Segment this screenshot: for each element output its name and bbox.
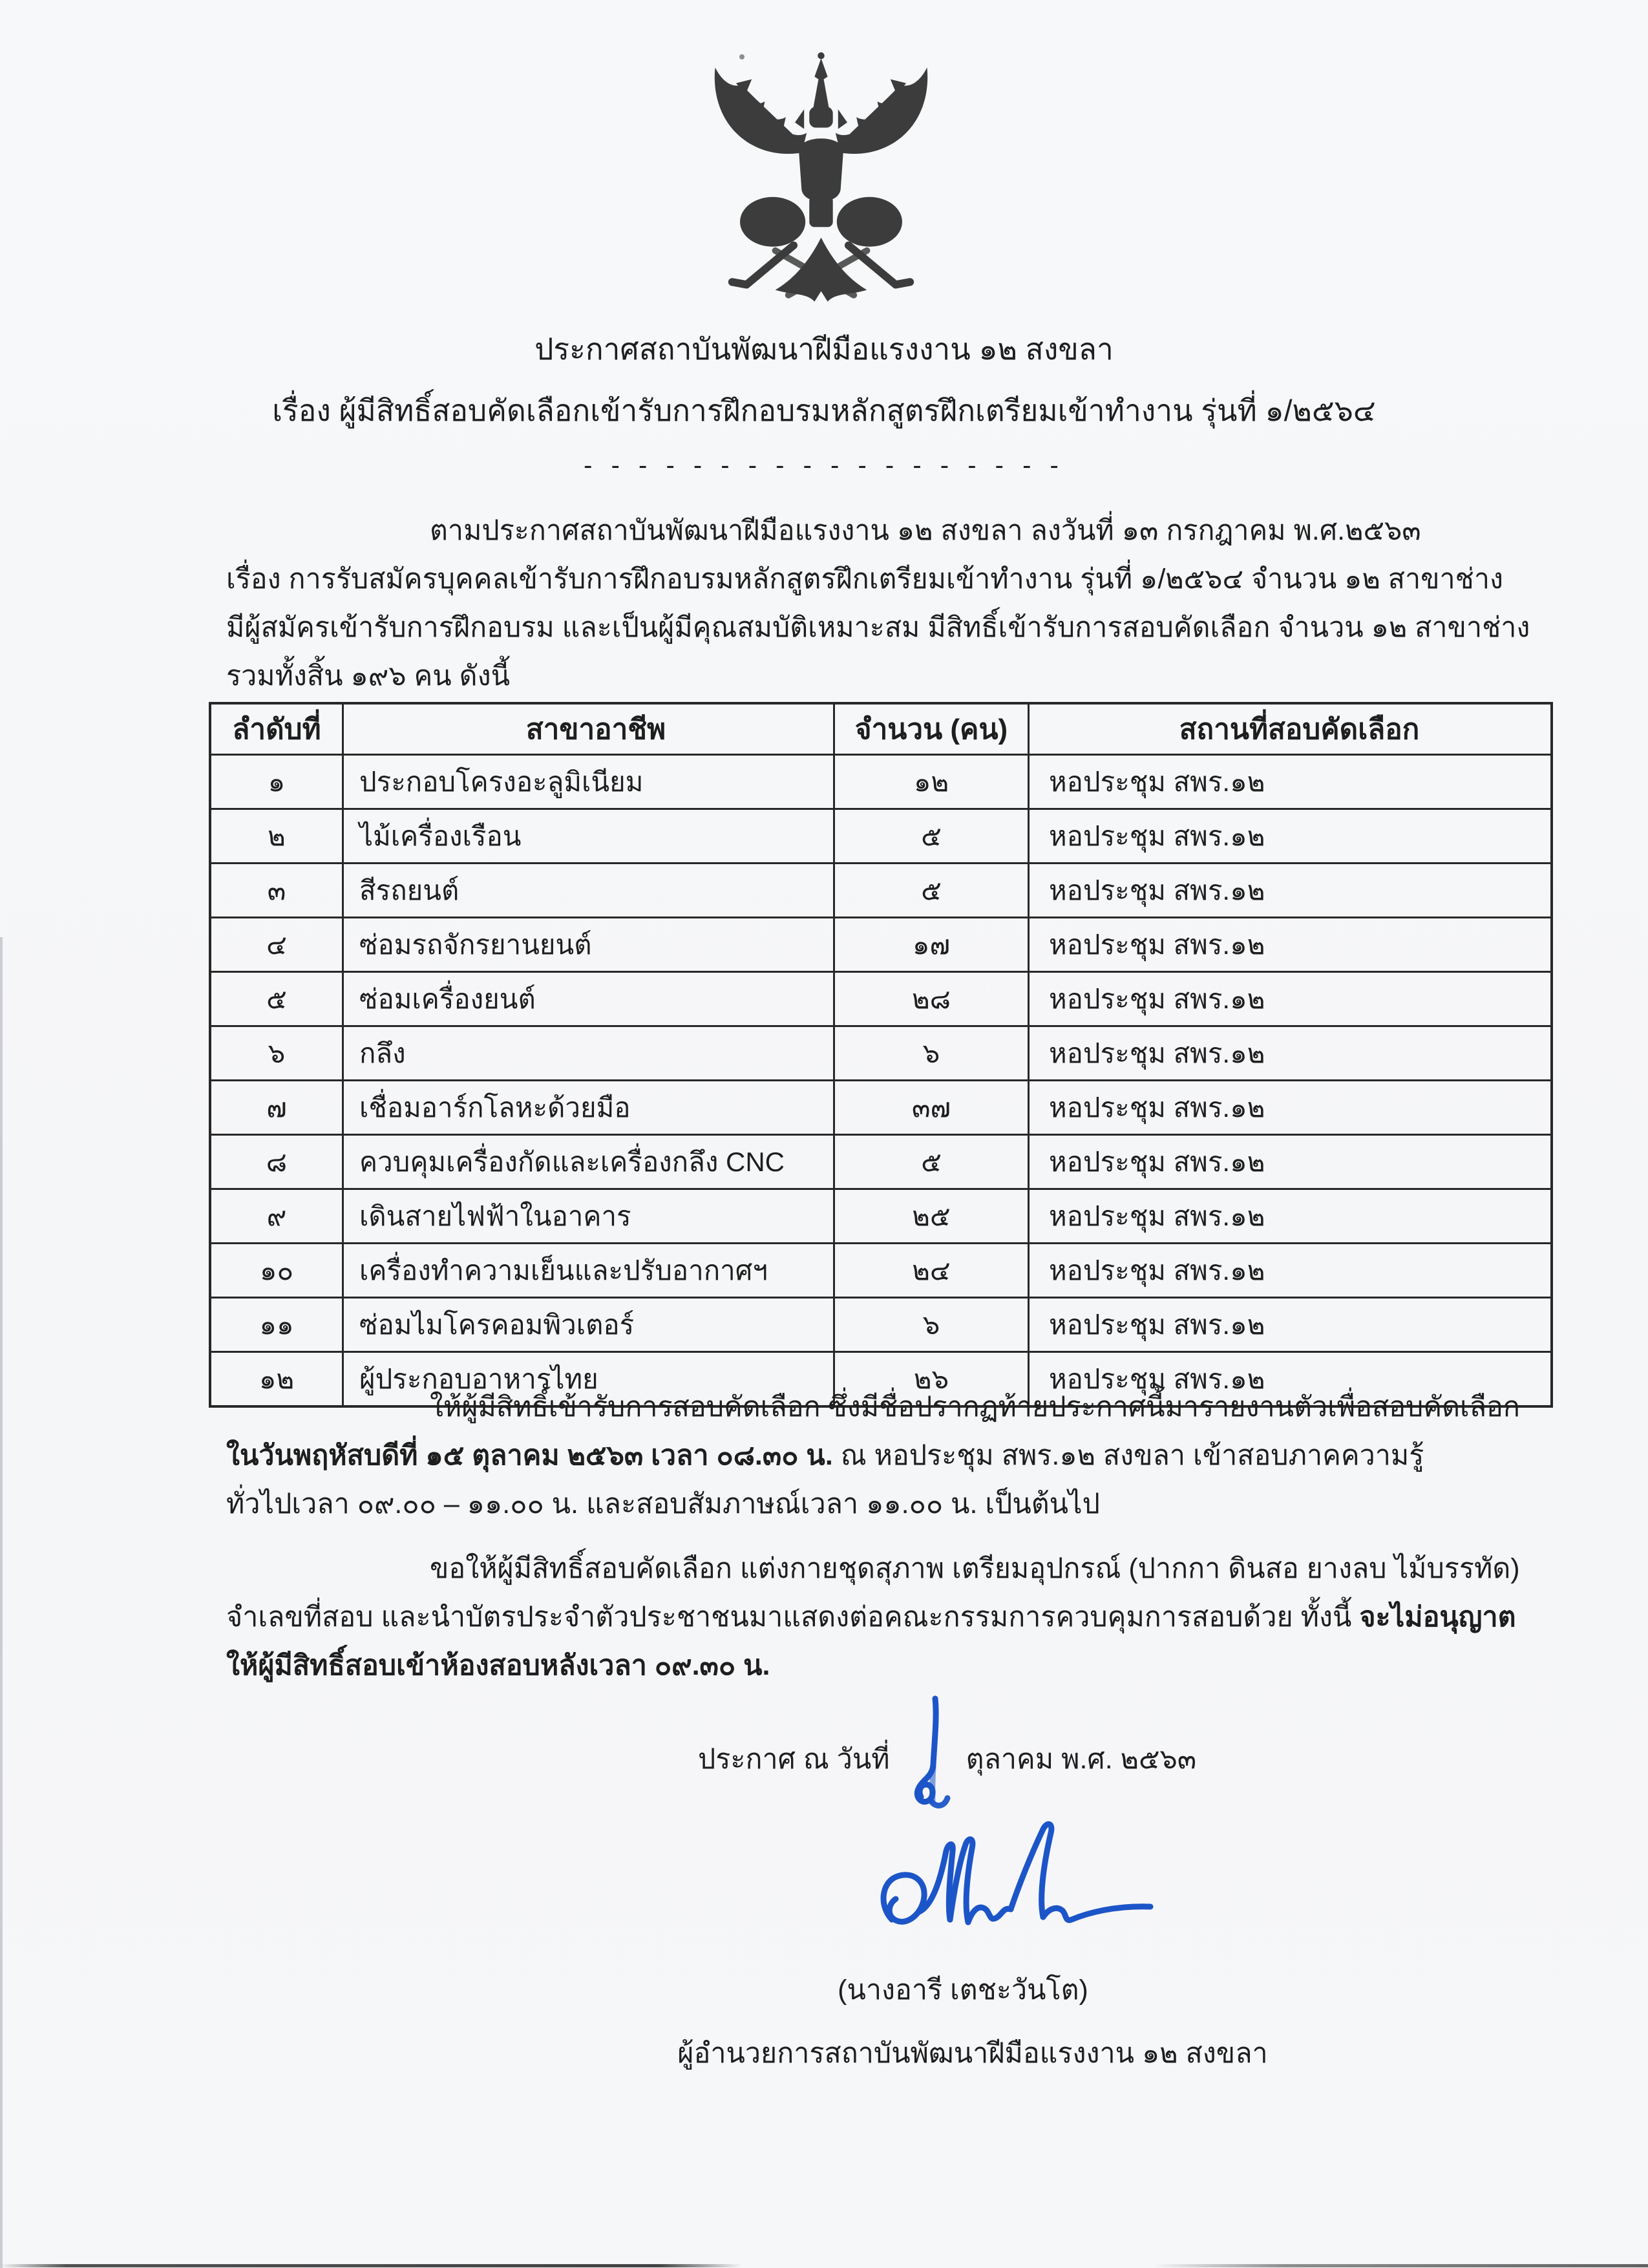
applicant-count: ๕ (834, 809, 1029, 864)
instruction-paragraph (226, 1545, 1520, 1690)
intro-paragraph (226, 507, 1530, 701)
exam-venue: หอประชุม สพร.๑๒ (1029, 1352, 1552, 1407)
applicant-count: ๑๗ (834, 918, 1029, 972)
trade-name: เครื่องทำความเย็นและปรับอากาศฯ (343, 1244, 834, 1298)
row-number: ๘ (210, 1135, 343, 1189)
trade-name: ไม้เครื่องเรือน (343, 809, 834, 864)
table-row (210, 1298, 1552, 1352)
applicant-count: ๖ (834, 1298, 1029, 1352)
row-number: ๕ (210, 972, 343, 1026)
intro-line: รวมทั้งสิ้น ๑๙๖ คน ดังนี้ (226, 661, 510, 692)
signer-name: (นางอารี เตชะวันโต) (838, 1975, 1088, 2006)
instruction-line: ขอให้ผู้มีสิทธิ์สอบคัดเลือก แต่งกายชุดสุภาพ เตรียมอุปกรณ์ (ปากกา ดินสอ ยางลบ ไม้บรรทัด) (430, 1553, 1520, 1584)
row-number: ๗ (210, 1081, 343, 1135)
handwritten-day-slot (890, 1733, 966, 1785)
row-number: ๔ (210, 918, 343, 972)
date-prefix: ประกาศ ณ วันที่ (698, 1744, 890, 1775)
row-number: ๖ (210, 1026, 343, 1081)
header-order-no: ลำดับที่ (210, 703, 343, 755)
exam-venue: หอประชุม สพร.๑๒ (1029, 1135, 1552, 1189)
row-number: ๑๐ (210, 1244, 343, 1298)
table-row (210, 972, 1552, 1026)
row-number: ๒ (210, 809, 343, 864)
exam-venue: หอประชุม สพร.๑๒ (1029, 755, 1552, 809)
table-row (210, 1244, 1552, 1298)
table-row (210, 755, 1552, 809)
report-paragraph (226, 1383, 1520, 1529)
table-row (210, 1135, 1552, 1189)
header-count: จำนวน (คน) (834, 703, 1029, 755)
table-header-row (210, 703, 1552, 755)
applicant-count: ๒๔ (834, 1244, 1029, 1298)
instruction-line (226, 1593, 1516, 1642)
announcement-dateline (698, 1733, 1196, 1785)
exam-venue: หอประชุม สพร.๑๒ (1029, 809, 1552, 864)
table-row (210, 1026, 1552, 1081)
row-number: ๑ (210, 755, 343, 809)
header-venue: สถานที่สอบคัดเลือก (1029, 703, 1552, 755)
trade-name: ซ่อมรถจักรยานยนต์ (343, 918, 834, 972)
announcement-title: ประกาศสถาบันพัฒนาฝีมือแรงงาน ๑๒ สงขลา (534, 332, 1114, 366)
applicant-count: ๒๕ (834, 1189, 1029, 1244)
row-number: ๑๑ (210, 1298, 343, 1352)
trade-name: เดินสายไฟฟ้าในอาคาร (343, 1189, 834, 1244)
header-trade: สาขาอาชีพ (343, 703, 834, 755)
applicant-count: ๑๒ (834, 755, 1029, 809)
handwritten-day-mark (907, 1693, 957, 1829)
report-line: ให้ผู้มีสิทธิ์เข้ารับการสอบคัดเลือก ซึ่งมีชื่อปรากฏท้ายประกาศนี้มารายงานตัวเพื่อสอบคัดเลือก (430, 1392, 1520, 1423)
applicant-count: ๒๖ (834, 1352, 1029, 1407)
trade-name: ประกอบโครงอะลูมิเนียม (343, 755, 834, 809)
exam-venue: หอประชุม สพร.๑๒ (1029, 1298, 1552, 1352)
intro-line: มีผู้สมัครเข้ารับการฝึกอบรม และเป็นผู้มีคุณสมบัติเหมาะสม มีสิทธิ์เข้ารับการสอบคัดเลือก จำนวน ๑๒ สาขาช่าง (226, 612, 1530, 643)
applicant-count: ๓๗ (834, 1081, 1029, 1135)
intro-line: เรื่อง การรับสมัครบุคคลเข้ารับการฝึกอบรมหลักสูตรฝึกเตรียมเข้าทำงาน รุ่นที่ ๑/๒๕๖๔ จำนวน ๑๒ สาขาช่าง (226, 564, 1504, 595)
report-date-bold: ในวันพฤหัสบดีที่ ๑๕ ตุลาคม ๒๕๖๓ เวลา ๐๘.๓๐ น. (226, 1440, 833, 1471)
table-row (210, 809, 1552, 864)
table-header (210, 703, 1552, 755)
announcement-subject: เรื่อง ผู้มีสิทธิ์สอบคัดเลือกเข้ารับการฝึกอบรมหลักสูตรฝึกเตรียมเข้าทำงาน รุ่นที่ ๑/๒๕๖๔ (272, 394, 1376, 427)
signature (874, 1815, 1161, 1964)
report-line (226, 1432, 1503, 1480)
trade-name: สีรถยนต์ (343, 864, 834, 918)
no-entry-warning-bold: จะไม่อนุญาต (1359, 1602, 1516, 1633)
exam-venue: หอประชุม สพร.๑๒ (1029, 1189, 1552, 1244)
table-row (210, 864, 1552, 918)
scan-edge-bottom (0, 2264, 1648, 2267)
applicant-count: ๕ (834, 1135, 1029, 1189)
instruction-line-start: จำเลขที่สอบ และนำบัตรประจำตัวประชาชนมาแสดงต่อคณะกรรมการควบคุมการสอบด้วย ทั้งนี้ (226, 1602, 1360, 1633)
table-row (210, 1189, 1552, 1244)
exam-venue: หอประชุม สพร.๑๒ (1029, 1244, 1552, 1298)
trade-name: ซ่อมเครื่องยนต์ (343, 972, 834, 1026)
garuda-emblem-icon (684, 52, 958, 313)
row-number: ๑๒ (210, 1352, 343, 1407)
scan-speck (739, 54, 745, 59)
signer-position: ผู้อำนวยการสถาบันพัฒนาฝีมือแรงงาน ๑๒ สงขลา (677, 2038, 1268, 2069)
results-table-body (210, 755, 1552, 1407)
exam-venue: หอประชุม สพร.๑๒ (1029, 1026, 1552, 1081)
trade-name: กลึง (343, 1026, 834, 1081)
exam-venue: หอประชุม สพร.๑๒ (1029, 972, 1552, 1026)
instruction-line-bold: ให้ผู้มีสิทธิ์สอบเข้าห้องสอบหลังเวลา ๐๙.๓๐ น. (226, 1650, 770, 1681)
trade-name: ซ่อมไมโครคอมพิวเตอร์ (343, 1298, 834, 1352)
exam-venue: หอประชุม สพร.๑๒ (1029, 918, 1552, 972)
trade-name: เชื่อมอาร์กโลหะด้วยมือ (343, 1081, 834, 1135)
report-line-rest: ณ หอประชุม สพร.๑๒ สงขลา เข้าสอบภาคความรู้ (832, 1440, 1424, 1471)
date-suffix: ตุลาคม พ.ศ. ๒๕๖๓ (966, 1744, 1197, 1775)
trade-name: ผู้ประกอบอาหารไทย (343, 1352, 834, 1407)
applicant-count: ๕ (834, 864, 1029, 918)
row-number: ๙ (210, 1189, 343, 1244)
report-line: ทั่วไปเวลา ๐๙.๐๐ – ๑๑.๐๐ น. และสอบสัมภาษณ์เวลา ๑๑.๐๐ น. เป็นต้นไป (226, 1489, 1100, 1520)
applicant-count: ๖ (834, 1026, 1029, 1081)
exam-venue: หอประชุม สพร.๑๒ (1029, 864, 1552, 918)
scan-edge-left (0, 937, 3, 2268)
row-number: ๓ (210, 864, 343, 918)
applicant-count: ๒๘ (834, 972, 1029, 1026)
trade-name: ควบคุมเครื่องกัดและเครื่องกลึง CNC (343, 1135, 834, 1189)
intro-line: ตามประกาศสถาบันพัฒนาฝีมือแรงงาน ๑๒ สงขลา ลงวันที่ ๑๓ กรกฎาคม พ.ศ.๒๕๖๓ (430, 515, 1421, 546)
title-divider: - - - - - - - - - - - - - - - - - - (584, 451, 1064, 480)
table-row (210, 1081, 1552, 1135)
exam-candidates-table (209, 702, 1553, 1408)
table-row (210, 918, 1552, 972)
exam-venue: หอประชุม สพร.๑๒ (1029, 1081, 1552, 1135)
